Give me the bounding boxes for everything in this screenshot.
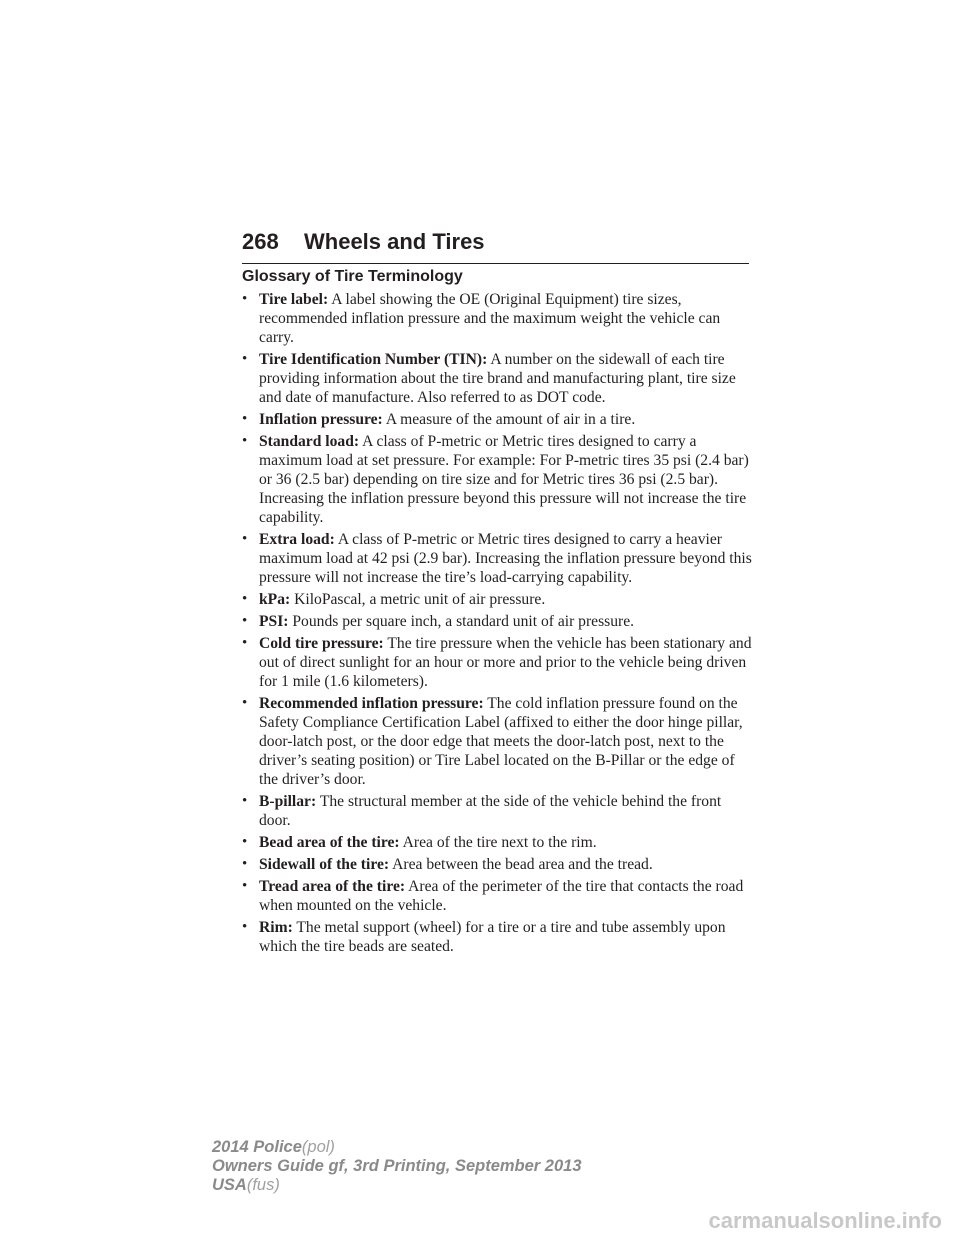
footer-line-1 — [212, 1138, 582, 1157]
footer-line-2: Owners Guide gf, 3rd Printing, September 2013 — [212, 1157, 582, 1175]
glossary-item-extra-load — [242, 530, 752, 587]
glossary-term: Standard load: — [259, 433, 360, 450]
glossary-term: Tire Identification Number (TIN): — [259, 351, 488, 368]
glossary-item-kpa — [242, 590, 752, 609]
footer-model-code: (pol) — [301, 1138, 335, 1156]
glossary-term: Bead area of the tire: — [259, 834, 400, 851]
glossary-item-sidewall — [242, 855, 752, 874]
section-heading: Glossary of Tire Terminology — [242, 268, 463, 285]
bullet-icon: • — [242, 919, 248, 935]
glossary-term: PSI: — [259, 613, 289, 630]
page-header — [242, 227, 749, 264]
bullet-icon: • — [242, 613, 248, 629]
glossary-term: Extra load: — [259, 531, 335, 548]
document-footer — [212, 1138, 582, 1195]
glossary-term: Sidewall of the tire: — [259, 856, 390, 873]
footer-market-code: (fus) — [246, 1176, 280, 1194]
bullet-icon: • — [242, 635, 248, 651]
footer-market: USA — [212, 1176, 247, 1194]
glossary-item-bead-area — [242, 833, 752, 852]
bullet-icon: • — [242, 793, 248, 809]
glossary-item-b-pillar — [242, 792, 752, 830]
glossary-definition: A measure of the amount of air in a tire. — [385, 411, 636, 428]
glossary-definition: The structural member at the side of the vehicle behind the front door. — [259, 793, 722, 829]
glossary-term: Tire label: — [259, 291, 329, 308]
glossary-term: Recommended inflation pressure: — [259, 695, 484, 712]
glossary-term: kPa: — [259, 591, 291, 608]
glossary-item-rim — [242, 918, 752, 956]
bullet-icon: • — [242, 856, 248, 872]
page-number: 268 — [242, 229, 279, 254]
bullet-icon: • — [242, 433, 248, 449]
glossary-item-inflation-pressure — [242, 410, 752, 429]
bullet-icon: • — [242, 531, 248, 547]
glossary-item-cold-tire-pressure — [242, 634, 752, 691]
glossary-item-tread-area — [242, 877, 752, 915]
bullet-icon: • — [242, 695, 248, 711]
glossary-item-psi — [242, 612, 752, 631]
glossary-term: Rim: — [259, 919, 293, 936]
footer-line-3 — [212, 1176, 582, 1195]
bullet-icon: • — [242, 878, 248, 894]
glossary-definition: A class of P-metric or Metric tires designed to carry a heavier maximum load at 42 psi (2.9 bar). Increasing the inflation pressure beyond this pressure will not increase the tire’s load-carrying capability. — [259, 531, 752, 586]
glossary-definition: A number on the sidewall of each tire providing information about the tire brand and manufacturing plant, tire size and date of manufacture. Also referred to as DOT code. — [259, 351, 736, 406]
glossary-term: Inflation pressure: — [259, 411, 383, 428]
glossary-definition: Area of the perimeter of the tire that contacts the road when mounted on the vehicle. — [259, 878, 744, 914]
glossary-definition: The metal support (wheel) for a tire or a tire and tube assembly upon which the tire beads are seated. — [259, 919, 726, 955]
chapter-title: Wheels and Tires — [304, 229, 485, 254]
glossary-term: Tread area of the tire: — [259, 878, 406, 895]
glossary-definition: Area between the bead area and the tread. — [392, 856, 653, 873]
footer-model: 2014 Police — [212, 1138, 302, 1156]
glossary-definition: The cold inflation pressure found on the Safety Compliance Certification Label (affixed to either the door hinge pillar, door-latch post, or the door edge that meets the door-latch post, next to the driver’s seating position) or Tire Label located on the B-Pillar or the edge of the driver’s door. — [259, 695, 743, 788]
glossary-definition: KiloPascal, a metric unit of air pressure. — [294, 591, 546, 608]
glossary-list — [242, 290, 752, 959]
glossary-term: Cold tire pressure: — [259, 635, 384, 652]
glossary-definition: Area of the tire next to the rim. — [402, 834, 597, 851]
glossary-item-tire-label — [242, 290, 752, 347]
bullet-icon: • — [242, 834, 248, 850]
bullet-icon: • — [242, 291, 248, 307]
bullet-icon: • — [242, 351, 248, 367]
watermark: carmanualsonline.info — [708, 1208, 942, 1233]
glossary-term: B-pillar: — [259, 793, 317, 810]
glossary-item-standard-load — [242, 432, 752, 527]
bullet-icon: • — [242, 411, 248, 427]
glossary-item-tin — [242, 350, 752, 407]
glossary-definition: A class of P-metric or Metric tires designed to carry a maximum load at set pressure. For example: For P-metric tires 35 psi (2.4 bar) or 36 (2.5 bar) depending on tire size and for Metric tires 36 psi (2.5 bar). Increasing the inflation pressure beyond this pressure will not increase the tire capability. — [259, 433, 749, 526]
glossary-definition: The tire pressure when the vehicle has been stationary and out of direct sunlight for an hour or more and prior to the vehicle being driven for 1 mile (1.6 kilometers). — [259, 635, 752, 690]
glossary-item-recommended-inflation-pressure — [242, 694, 752, 789]
glossary-definition: A label showing the OE (Original Equipment) tire sizes, recommended inflation pressure and the maximum weight the vehicle can carry. — [259, 291, 721, 346]
bullet-icon: • — [242, 591, 248, 607]
glossary-definition: Pounds per square inch, a standard unit of air pressure. — [292, 613, 635, 630]
